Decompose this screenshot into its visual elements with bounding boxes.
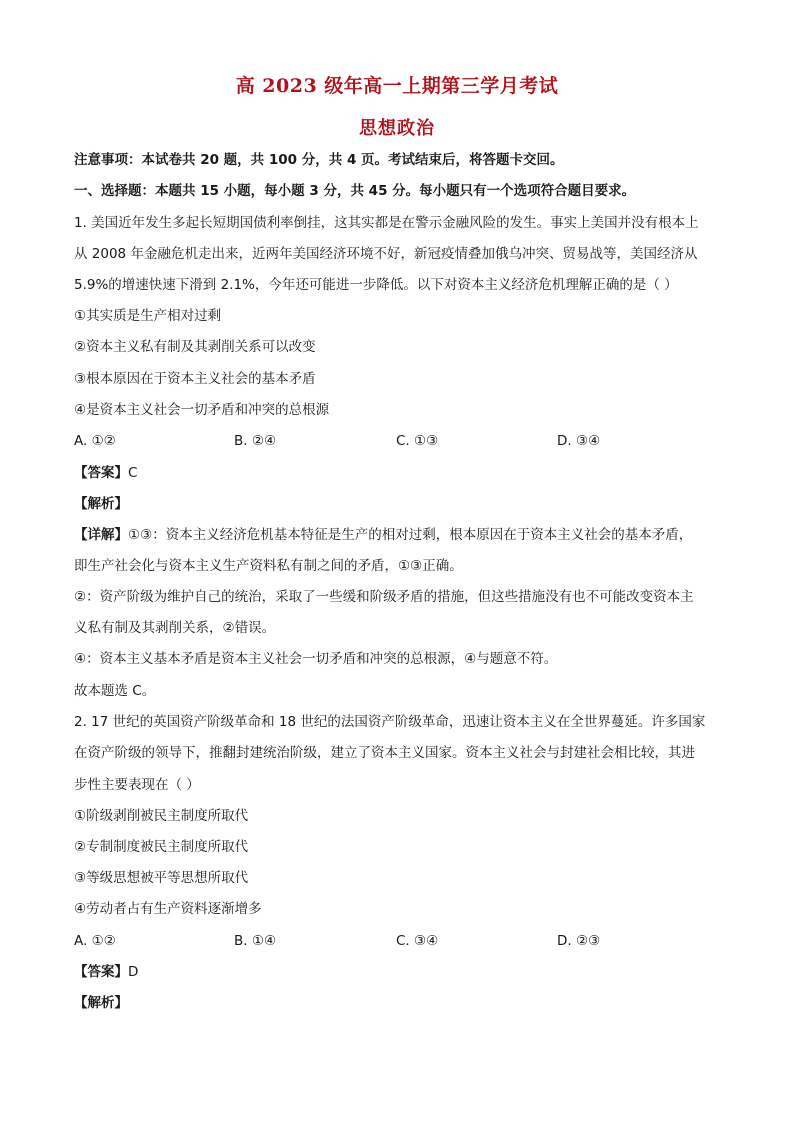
q1-option-d: D. ③④ [557, 433, 601, 449]
q1-answer [74, 464, 734, 482]
q2-stem-line-3: 步性主要表现在（ ） [74, 777, 200, 793]
q2-answer-label: 【答案】 [74, 964, 128, 980]
q1-detail-text-1: ①③：资本主义经济危机基本特征是生产的相对过剩，根本原因在于资本主义社会的基本矛盾， [128, 527, 693, 543]
q1-answer-value: C [128, 465, 138, 481]
q2-stem-line-1: 2. 17 世纪的英国资产阶级革命和 18 世纪的法国资产阶级革命，迅速让资本主义在全世界蔓延。许多国家 [74, 714, 706, 730]
subject-title: 思想政治 [359, 118, 435, 139]
q1-detail-label: 【详解】 [74, 527, 128, 543]
q2-statement-2: ②专制制度被民主制度所取代 [74, 839, 249, 855]
q1-option-a: A. ①② [74, 433, 116, 449]
q1-stem-line-3: 5.9%的增速快速下滑到 2.1%，今年还可能进一步降低。以下对资本主义经济危机理解正确的是（ ） [74, 277, 678, 293]
q1-stem-line-1: 1. 美国近年发生多起长短期国债利率倒挂，这其实都是在警示金融风险的发生。事实上美国并没有根本上 [74, 215, 699, 231]
section-heading: 一、选择题：本题共 15 小题，每小题 3 分，共 45 分。每小题只有一个选项符合题目要求。 [74, 183, 636, 199]
q1-statement-4: ④是资本主义社会一切矛盾和冲突的总根源 [74, 402, 330, 418]
q2-answer [74, 963, 734, 981]
q2-option-d: D. ②③ [557, 933, 601, 949]
q2-stem-line-2: 在资产阶级的领导下，推翻封建统治阶级，建立了资本主义国家。资本主义社会与封建社会相比较，其进 [74, 745, 695, 761]
q1-detail-line-2: 即生产社会化与资本主义生产资料私有制之间的矛盾，①③正确。 [74, 558, 463, 574]
q2-statement-4: ④劳动者占有生产资料逐渐增多 [74, 901, 262, 917]
q2-answer-value: D [128, 964, 139, 980]
q2-statement-3: ③等级思想被平等思想所取代 [74, 870, 249, 886]
q1-detail-line-3: ②：资产阶级为维护自己的统治，采取了一些缓和阶级矛盾的措施，但这些措施没有也不可能改变资本主 [74, 589, 694, 605]
q1-detail-line-5: ④：资本主义基本矛盾是资本主义社会一切矛盾和冲突的总根源，④与题意不符。 [74, 651, 558, 667]
q1-answer-label: 【答案】 [74, 465, 128, 481]
q1-statement-1: ①其实质是生产相对过剩 [74, 308, 222, 324]
q1-detail-line-4: 义私有制及其剥削关系，②错误。 [74, 620, 276, 636]
q2-option-a: A. ①② [74, 933, 116, 949]
q1-statement-3: ③根本原因在于资本主义社会的基本矛盾 [74, 371, 316, 387]
q2-option-c: C. ③④ [396, 933, 439, 949]
q1-option-c: C. ①③ [396, 433, 439, 449]
q1-stem-line-2: 从 2008 年金融危机走出来，近两年美国经济环境不好，新冠疫情叠加俄乌冲突、贸易战等，美国经济从 [74, 246, 698, 262]
q2-statement-1: ①阶级剥削被民主制度所取代 [74, 808, 249, 824]
page-title: 高 2023 级年高一上期第三学月考试 [235, 75, 559, 97]
exam-notice: 注意事项：本试卷共 20 题，共 100 分，共 4 页。考试结束后，将答题卡交回。 [74, 152, 564, 168]
q1-analysis-label: 【解析】 [74, 496, 128, 512]
q2-option-b: B. ①④ [234, 933, 277, 949]
q1-detail-line-1 [74, 526, 734, 544]
q1-statement-2: ②资本主义私有制及其剥削关系可以改变 [74, 339, 316, 355]
q2-analysis-label: 【解析】 [74, 995, 128, 1011]
q1-option-b: B. ②④ [234, 433, 277, 449]
q1-conclusion: 故本题选 C。 [74, 683, 156, 699]
